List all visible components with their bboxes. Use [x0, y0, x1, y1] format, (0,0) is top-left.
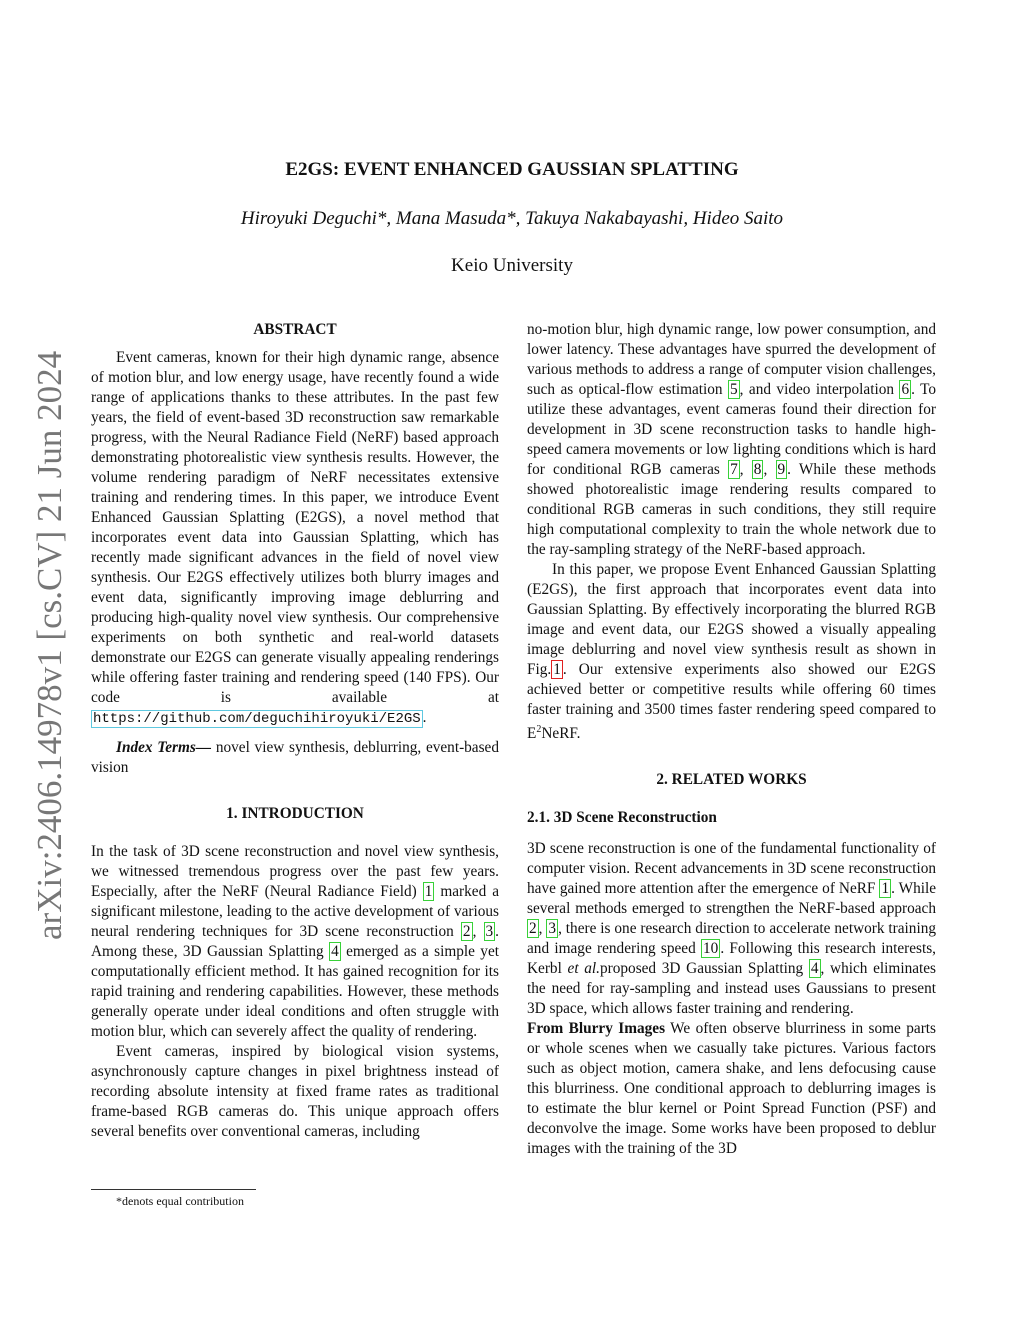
citation-1[interactable]: 1: [424, 883, 433, 900]
section-2-1-heading: 2.1. 3D Scene Reconstruction: [527, 809, 717, 826]
figure-1-link[interactable]: 1: [553, 661, 561, 678]
citation-5[interactable]: 5: [730, 381, 738, 398]
citation-2b[interactable]: 2: [529, 920, 537, 937]
introduction-heading: 1. INTRODUCTION: [226, 805, 364, 822]
index-terms: Index Terms— novel view synthesis, deblurring, event-based vision: [91, 739, 499, 776]
intro-paragraph-1: In the task of 3D scene reconstruction and novel view synthesis, we witnessed tremendous progress over the past few years. Especially, after the NeRF (Neural Radiance Field) 1 marked a significant milestone, leading to the active development of various neural rendering techniques for 3D scene reconstruction 2 , 3 . Among these, 3D Gaussian Splatting 4 emerged as a simple yet computationally efficient method. It has gained recognition for its rapid training and rendering capabilities. However, these methods generally operate under ideal conditions and often struggle with motion blur, which can severely affect the quality of rendering.: [91, 843, 499, 1040]
paper-authors: Hiroyuki Deguchi*, Mana Masuda*, Takuya Nakabayashi, Hideo Saito: [240, 208, 784, 229]
intro-paragraph-3: In this paper, we propose Event Enhanced Gaussian Splatting (E2GS), the first approach that incorporates event data into Gaussian Splatting. By effectively incorporating the blurred RGB image and event data, our E2GS showed a visually appealing image deblurring and novel view synthesis result as shown in Fig. 1 . Our extensive experiments also showed our E2GS achieved better or competitive results while offering 60 times faster training and 3500 times faster rendering speed compared to $E^2NeRF$.: [527, 561, 936, 742]
related-works-heading: 2. RELATED WORKS: [656, 771, 807, 788]
citation-4b[interactable]: 4: [810, 960, 819, 977]
paper-affiliation: Keio University: [451, 255, 573, 276]
right-column: [527, 320, 936, 1159]
citation-4[interactable]: 4: [331, 943, 339, 960]
citation-3b[interactable]: 3: [548, 920, 557, 937]
citation-10[interactable]: 10: [703, 940, 719, 957]
citation-2[interactable]: 2: [462, 923, 471, 940]
citation-3[interactable]: 3: [485, 923, 494, 940]
intro-paragraph-2-continued: no-motion blur, high dynamic range, low power consumption, and lower latency. These advantages have spurred the development of various methods to address a range of computer vision challenges, such as optical-flow estimation 5 , and video interpolation 6 . To utilize these advantages, event cameras found their direction for development in 3D scene reconstruction tasks to handle high-speed camera movements or low lighting conditions which is hard for conditional RGB cameras 7 , 8 , 9 . While these methods showed photorealistic image rendering results compared to conditional RGB cameras in such conditions, they still require high computational complexity to train the whole network due to the ray-sampling strategy of the NeRF-based approach.: [527, 321, 936, 558]
paper-title: E2GS: EVENT ENHANCED GAUSSIAN SPLATTING: [285, 159, 739, 180]
citation-9[interactable]: 9: [777, 461, 786, 478]
arxiv-identifier: arXiv:2406.14978v1 [cs.CV] 21 Jun 2024: [30, 350, 69, 940]
citation-7[interactable]: 7: [730, 461, 738, 478]
citation-8[interactable]: 8: [753, 461, 762, 478]
citation-1b[interactable]: 1: [881, 880, 890, 897]
abstract-body: Event cameras, known for their high dynamic range, absence of motion blur, and low energy usage, have recently found a wide range of applications thanks to these attributes. In the past few years, the field of event-based 3D reconstruction saw remarkable progress, with the Neural Radiance Field (NeRF) based approach demonstrating photorealistic view synthesis results. However, the volume rendering paradigm of NeRF necessitates extensive training and rendering times. In this paper, we introduce Event Enhanced Gaussian Splatting (E2GS), a novel method that incorporates event data into Gaussian Splatting, which has recently made significant advances in the field of novel view synthesis. Our E2GS effectively utilizes both blurry images and event data, significantly improving image deblurring and producing high-quality novel view synthesis. Our comprehensive experiments on both synthetic and real-world datasets demonstrate our E2GS can generate visually appealing renderings while offering faster training and rendering speed (140 FPS). Our code is available at https://github.com/deguchihiroyuki/E2GS .: [91, 349, 499, 727]
intro-paragraph-2: Event cameras, inspired by biological vision systems, asynchronously capture changes in pixel brightness instead of recording absolute intensity at fixed frame rates as traditional frame-based RGB cameras do. This unique approach offers several benefits over conventional cameras, including: [91, 1043, 499, 1140]
code-link[interactable]: https://github.com/deguchihiroyuki/E2GS: [93, 711, 421, 727]
related-paragraph-1: 3D scene reconstruction is one of the fundamental functionality of computer vision. Recent advancements in 3D scene reconstruction have gained more attention after the emergence of NeRF 1 . While several methods emerged to strengthen the NeRF-based approach 2 , 3 , there is one research direction to accelerate network training and image rendering speed 10 . Following this research interests, Kerbl et al.proposed 3D Gaussian Splatting 4 , which eliminates the need for ray-sampling and instead uses Gaussians to present 3D space, which allows faster training and rendering.: [527, 840, 937, 1017]
left-column: [91, 320, 499, 1142]
abstract-heading: ABSTRACT: [253, 321, 337, 338]
footnote: *denots equal contribution: [116, 1194, 244, 1208]
related-paragraph-2: From Blurry Images We often observe blurriness in some parts or whole scenes when we casually take pictures. Various factors such as object motion, camera shake, and lens defocusing cause this blurriness. One conditional approach to deblurring images is to estimate the blur kernel or Point Spread Function (PSF) and deconvolve the image. Some works have been proposed to deblur images with the training of the 3D: [527, 1020, 936, 1157]
footnote-divider: [91, 1189, 256, 1190]
citation-6[interactable]: 6: [901, 381, 910, 398]
